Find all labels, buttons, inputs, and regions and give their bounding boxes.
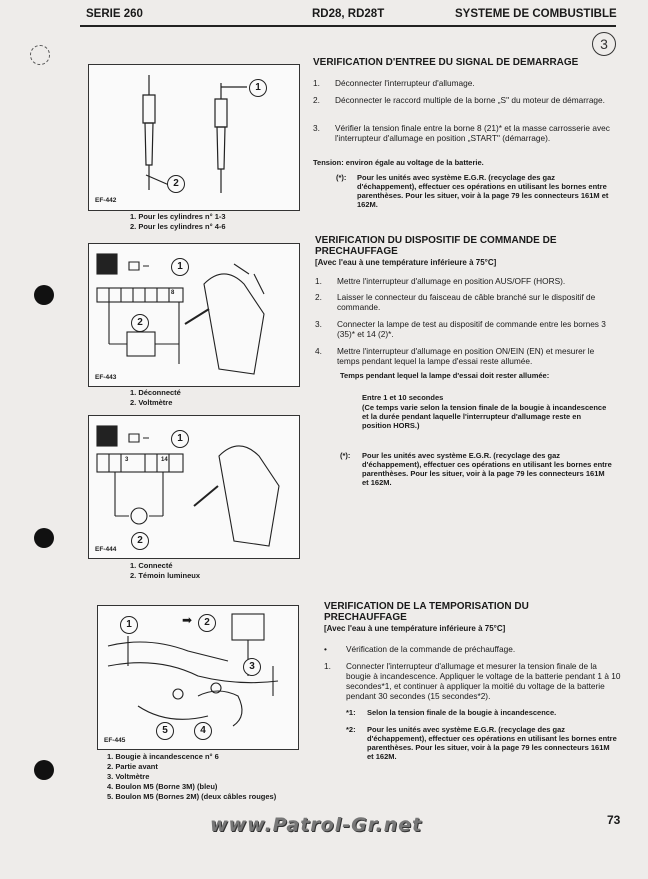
step-item: 2. Déconnecter le raccord multiple de la borne „S" du moteur de démarrage. <box>313 95 605 105</box>
punch-hole-empty <box>30 45 50 65</box>
figure-captions <box>130 212 226 232</box>
figure-label: EF-445 <box>104 737 126 744</box>
figure-glow-plugs <box>88 64 300 211</box>
section-subtitle: [Avec l'eau à une température inférieure à 75°C] <box>315 258 497 267</box>
figure-label: EF-444 <box>95 546 117 553</box>
section-heading: VERIFICATION D'ENTREE DU SIGNAL DE DEMARRAGE <box>313 57 579 68</box>
callout-5: 5 <box>156 722 174 740</box>
model-label: RD28, RD28T <box>312 8 385 20</box>
note-mark: (*): <box>336 173 347 182</box>
pin-number: 14 <box>161 457 168 463</box>
caption-2: 2. Témoin lumineux <box>130 571 201 580</box>
note-text: Pour les unités avec système E.G.R. (recyclage des gaz d'échappement), effectuer ces opérations en utilisant les bornes entre parenthèses. Pour les situer, voir à la page 79 les connecteurs 161M et 162M. <box>357 173 609 209</box>
callout-1: 1 <box>171 430 189 448</box>
test-lamp-illustration <box>89 416 299 558</box>
handwritten-page-mark: 3 <box>592 32 616 56</box>
note-mark: *1: <box>346 708 356 717</box>
note-text: Pour les unités avec système E.G.R. (recyclage des gaz d'échappement), effectuer ces opérations en utilisant les bornes entre parenthèses. Pour les situer, voir à la page 79 les connecteurs 161M et 162M. <box>362 451 612 487</box>
section-subtitle: [Avec l'eau à une température inférieure à 75°C] <box>324 624 506 633</box>
callout-3: 3 <box>243 658 261 676</box>
punch-hole <box>34 528 54 548</box>
caption-1: 1. Déconnecté <box>130 388 181 397</box>
note-mark: *2: <box>346 725 356 734</box>
step-item: 3. Vérifier la tension finale entre la borne 8 (21)* et la masse carrosserie avec l'interrupteur d'allumage en position „START" (démarrage). <box>313 123 610 143</box>
note-text: Selon la tension finale de la bougie à incandescence. <box>367 708 557 717</box>
section-title: SYSTEME DE COMBUSTIBLE <box>455 8 617 20</box>
note-mark: (*): <box>340 451 351 460</box>
section-heading: VERIFICATION DU DISPOSITIF DE COMMANDE DE PRECHAUFFAGE <box>315 235 557 257</box>
caption-4: 4. Boulon M5 (Borne 3M) (bleu) <box>107 782 218 791</box>
step-item: 4. Mettre l'interrupteur d'allumage en position ON/EIN (EN) et mesurer le temps pendant lequel la lampe d'essai reste allumée. <box>315 346 595 366</box>
figure-captions <box>130 561 200 581</box>
caption-1: 1. Bougie à incandescence n° 6 <box>107 752 219 761</box>
series-label: SERIE 260 <box>86 8 143 20</box>
pin-number: 8 <box>171 290 175 296</box>
figure-control-unit-connected <box>88 415 300 559</box>
figure-label: EF-443 <box>95 374 117 381</box>
step-item: 3. Connecter la lampe de test au dispositif de commande entre les bornes 3 (35)* et 14 (2)*. <box>315 319 606 339</box>
callout-1: 1 <box>120 616 138 634</box>
figure-control-unit-disconnected <box>88 243 300 387</box>
figure-captions <box>107 752 276 802</box>
caption-5: 5. Boulon M5 (Bornes 2M) (deux câbles rouges) <box>107 792 277 801</box>
control-unit-illustration <box>89 244 299 386</box>
callout-4: 4 <box>194 722 212 740</box>
page-number: 73 <box>607 813 621 827</box>
callout-2: 2 <box>131 532 149 550</box>
tension-spec: Tension: environ égale au voltage de la batterie. <box>313 158 484 167</box>
time-value: Entre 1 et 10 secondes <box>362 393 444 402</box>
callout-2: 2 <box>198 614 216 632</box>
note-text: Pour les unités avec système E.G.R. (recyclage des gaz d'échappement), effectuer ces opérations en utilisant les bornes entre parenthèses. Pour les situer, voir à la page 79 les connecteurs 161M et 162M. <box>367 725 617 761</box>
caption-2: 2. Voltmètre <box>130 398 173 407</box>
callout-2: 2 <box>167 175 185 193</box>
callout-1: 1 <box>249 79 267 97</box>
step-item: 1. Mettre l'interrupteur d'allumage en position AUS/OFF (HORS). <box>315 276 566 286</box>
caption-2: 2. Pour les cylindres n° 4-6 <box>130 222 226 231</box>
caption-1: 1. Pour les cylindres n° 1-3 <box>130 212 226 221</box>
time-label: Temps pendant lequel la lampe d'essai doit rester allumée: <box>340 371 550 380</box>
punch-hole <box>34 285 54 305</box>
figure-label: EF-442 <box>95 197 117 204</box>
step-item: 1. Déconnecter l'interrupteur d'allumage. <box>313 78 475 88</box>
glow-plug-illustration <box>89 65 299 210</box>
section-heading: VERIFICATION DE LA TEMPORISATION DU PRECHAUFFAGE <box>324 601 529 623</box>
step-item: 1. Connecter l'interrupteur d'allumage et mesurer la tension finale de la bougie à incandescence. Appliquer le voltage de la batterie pendant 1 à 10 secondes*1, et continuer à appliquer la moitié du voltage de la batterie pendant 30 secondes (15 secondes*2). <box>324 661 621 701</box>
watermark: www.Patrol-Gr.net <box>210 814 423 836</box>
punch-hole <box>34 760 54 780</box>
callout-1: 1 <box>171 258 189 276</box>
caption-2: 2. Partie avant <box>107 762 158 771</box>
header-rule <box>80 25 616 27</box>
bullet-item: • Vérification de la commande de préchauffage. <box>324 644 516 654</box>
pin-number: 3 <box>125 457 129 463</box>
caption-3: 3. Voltmètre <box>107 772 150 781</box>
callout-2: 2 <box>131 314 149 332</box>
time-note: (Ce temps varie selon la tension finale de la bougie à incandescence et la durée pendant laquelle l'interrupteur d'allumage reste en position HORS.) <box>362 403 607 430</box>
step-item: 2. Laisser le connecteur du faisceau de câble branché sur le dispositif de commande. <box>315 292 596 312</box>
caption-1: 1. Connecté <box>130 561 173 570</box>
figure-captions <box>130 388 181 408</box>
arrow-right-icon: ➡ <box>182 613 193 627</box>
figure-glow-plug-voltmeter <box>97 605 299 750</box>
